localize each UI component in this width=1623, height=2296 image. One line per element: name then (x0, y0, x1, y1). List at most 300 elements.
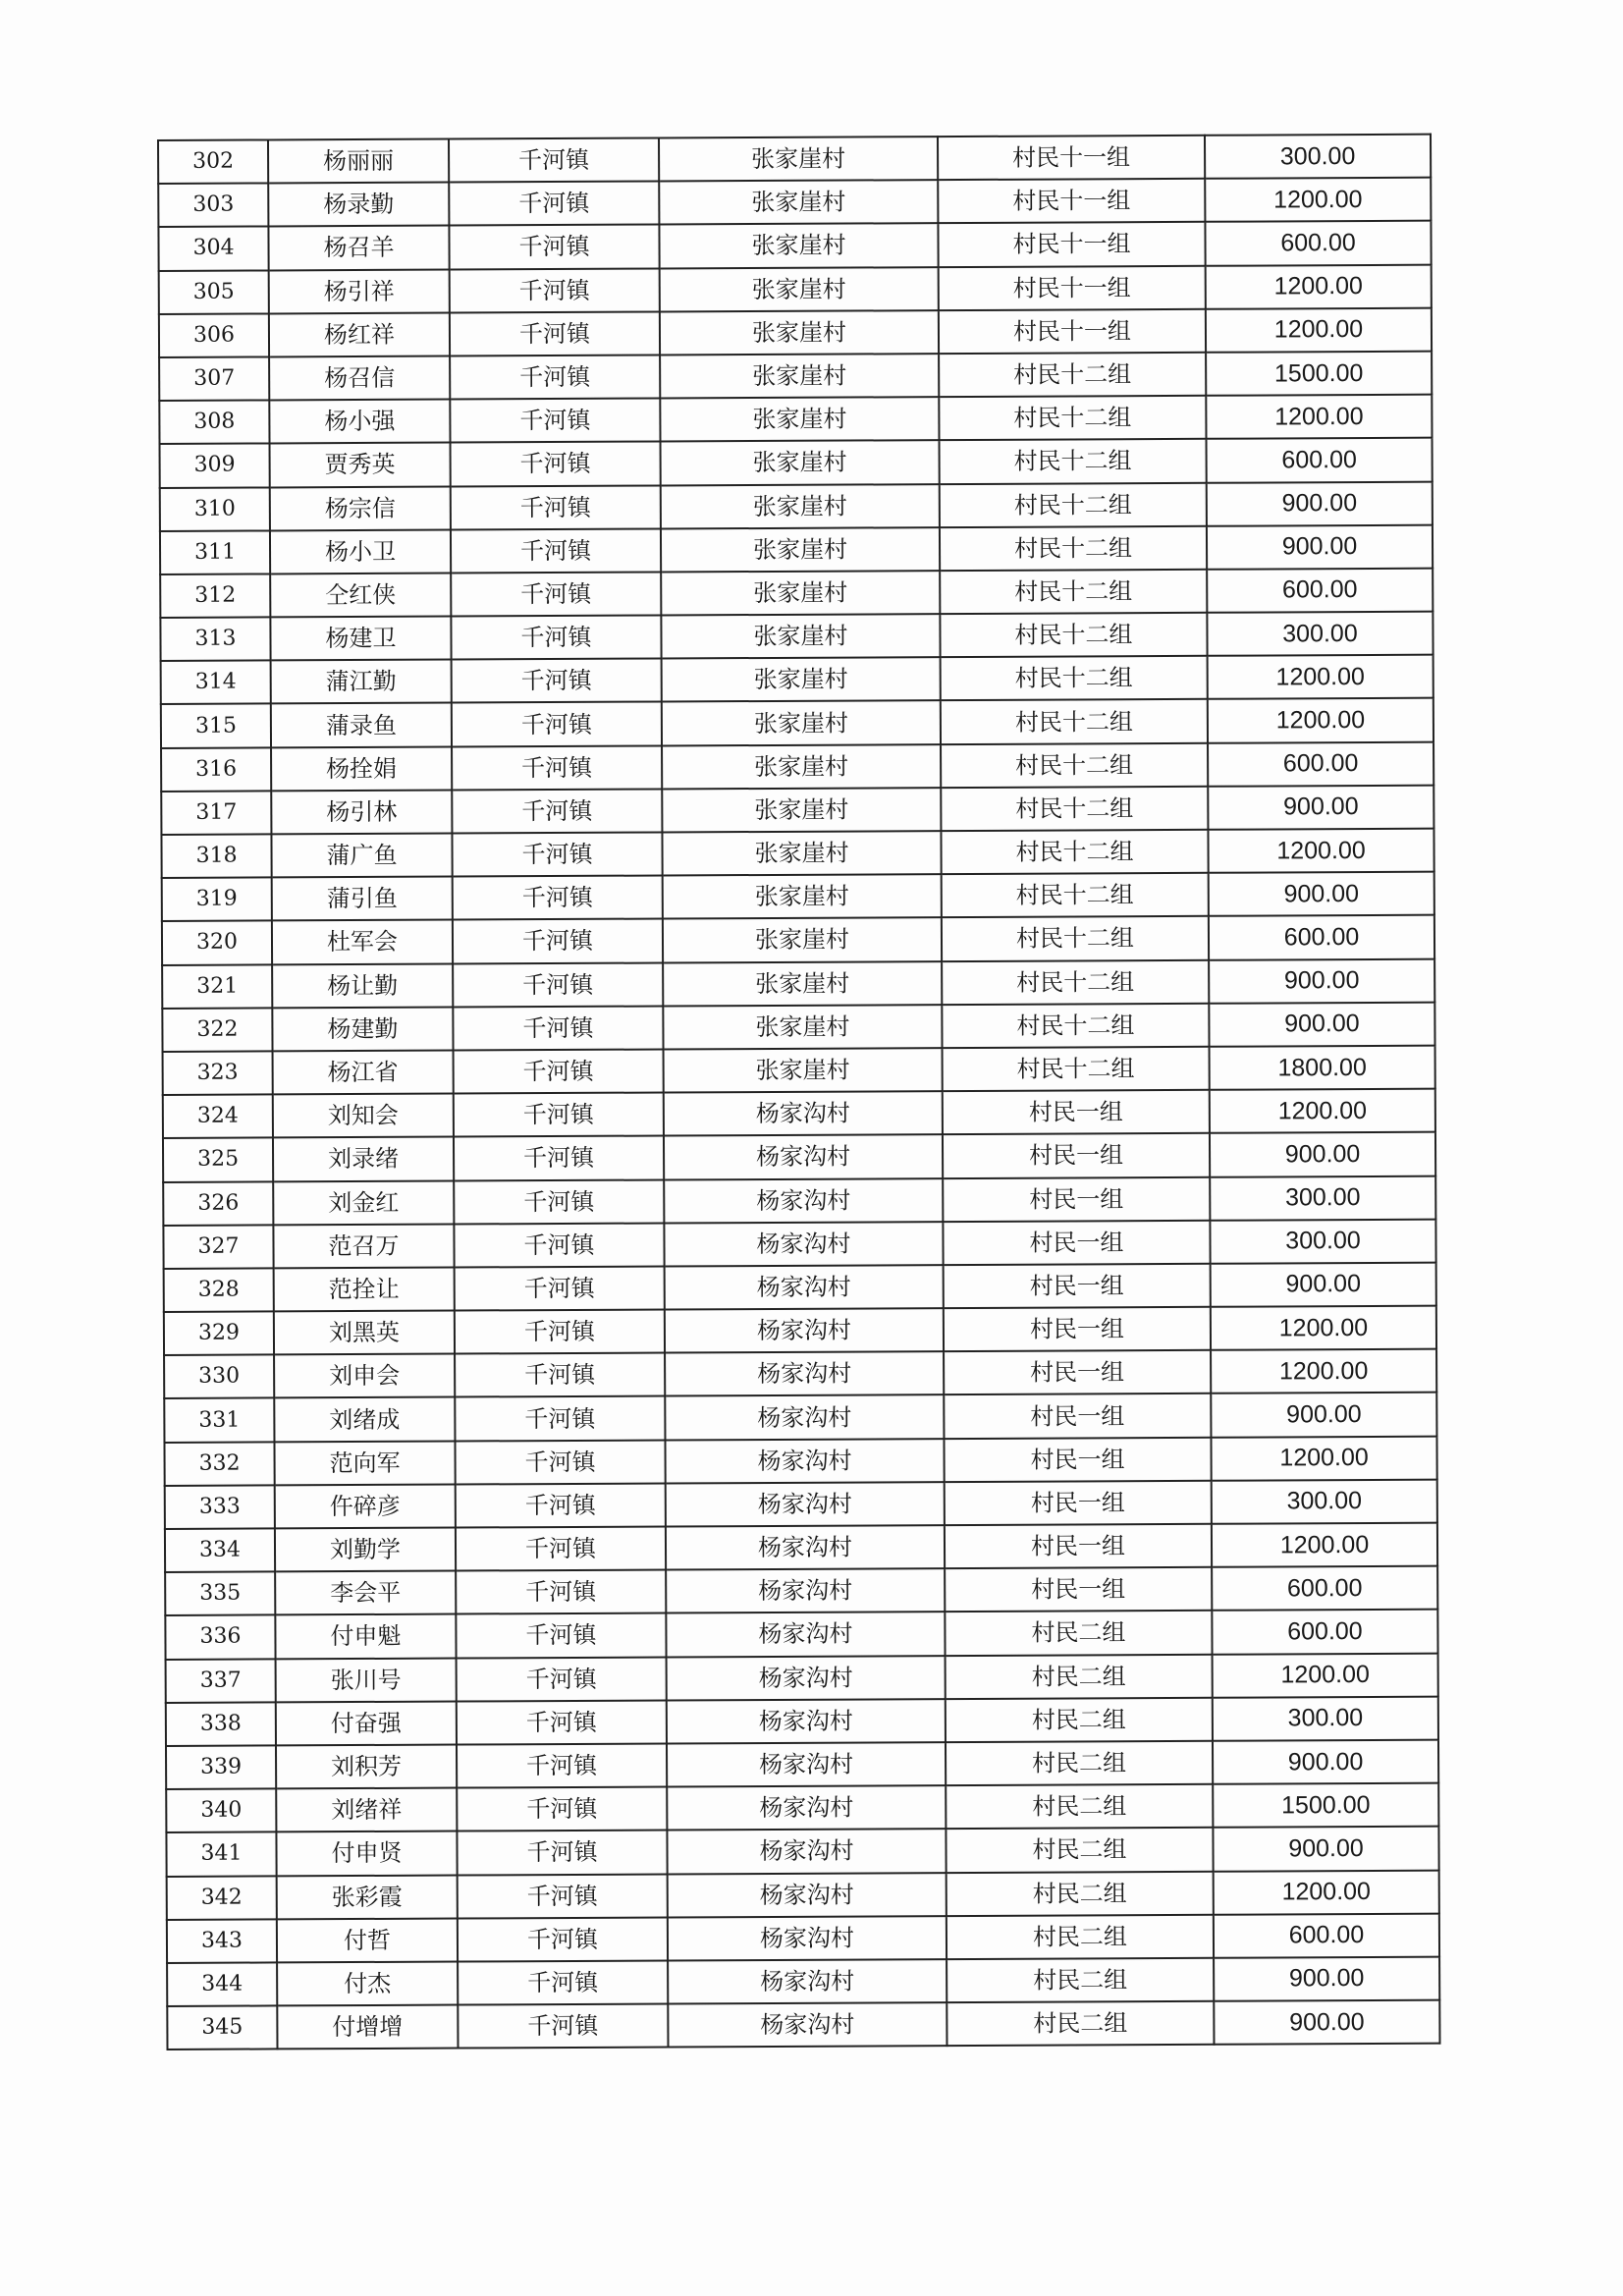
group-name-cell: 村民十二组 (942, 1004, 1209, 1049)
village-name-cell: 杨家沟村 (666, 1525, 945, 1570)
amount-value-cell: 900.00 (1209, 872, 1434, 916)
group-name-cell: 村民一组 (944, 1307, 1211, 1352)
table-row (167, 1913, 1439, 1963)
group-name-cell: 村民十二组 (941, 787, 1208, 832)
person-name-cell: 刘积芳 (276, 1744, 457, 1788)
village-name-cell: 杨家沟村 (665, 1439, 944, 1484)
amount-value-cell: 900.00 (1210, 1132, 1435, 1176)
amount-value-cell: 1200.00 (1212, 1523, 1437, 1567)
table-row (166, 1696, 1438, 1746)
group-name-cell: 村民十二组 (941, 742, 1208, 788)
village-name-cell: 杨家沟村 (667, 1656, 946, 1701)
town-name-cell: 千河镇 (453, 1006, 663, 1050)
group-name-cell: 村民一组 (943, 1176, 1210, 1222)
village-name-cell: 张家崖村 (662, 701, 941, 746)
group-name-cell: 村民二组 (947, 2001, 1214, 2047)
row-number-cell: 330 (164, 1355, 274, 1399)
person-name-cell: 蒲录鱼 (271, 703, 452, 747)
table-row (161, 741, 1434, 792)
person-name-cell: 范拴让 (274, 1267, 455, 1311)
group-name-cell: 村民十一组 (939, 309, 1206, 355)
person-name-cell: 杨小卫 (270, 529, 451, 574)
group-name-cell: 村民十二组 (940, 570, 1207, 615)
group-name-cell: 村民二组 (947, 1871, 1214, 1916)
person-name-cell: 仵碎彦 (275, 1484, 456, 1528)
group-name-cell: 村民二组 (947, 1958, 1214, 2003)
town-name-cell: 千河镇 (455, 1266, 665, 1310)
person-name-cell: 贾秀英 (270, 443, 451, 487)
table-row (160, 569, 1433, 619)
subsidy-table (157, 134, 1440, 2051)
row-number-cell: 329 (164, 1311, 274, 1355)
row-number-cell: 341 (166, 1832, 276, 1877)
group-name-cell: 村民一组 (944, 1437, 1211, 1482)
row-number-cell: 318 (161, 834, 271, 878)
amount-value-cell: 1200.00 (1206, 307, 1432, 352)
town-name-cell: 千河镇 (452, 832, 662, 876)
group-name-cell: 村民二组 (946, 1741, 1213, 1786)
table-row (161, 829, 1434, 879)
row-number-cell: 304 (158, 227, 268, 271)
table-row (167, 1870, 1439, 1920)
town-name-cell: 千河镇 (456, 1570, 666, 1614)
town-name-cell: 千河镇 (457, 1743, 667, 1787)
table-row (161, 698, 1434, 748)
town-name-cell: 千河镇 (449, 138, 659, 183)
person-name-cell: 付申贤 (276, 1831, 457, 1876)
group-name-cell: 村民十二组 (940, 482, 1207, 527)
row-number-cell: 322 (162, 1008, 272, 1052)
amount-value-cell: 1200.00 (1205, 178, 1431, 222)
town-name-cell: 千河镇 (454, 1049, 664, 1093)
village-name-cell: 杨家沟村 (664, 1178, 943, 1224)
group-name-cell: 村民十一组 (939, 265, 1206, 310)
person-name-cell: 杨建勤 (272, 1007, 453, 1051)
group-name-cell: 村民十二组 (942, 916, 1209, 961)
town-name-cell: 千河镇 (456, 1483, 666, 1527)
person-name-cell: 刘绪成 (274, 1397, 455, 1442)
group-name-cell: 村民一组 (945, 1524, 1212, 1569)
amount-value-cell: 1500.00 (1213, 1783, 1438, 1828)
person-name-cell: 付增增 (277, 2005, 458, 2050)
person-name-cell: 蒲广鱼 (271, 834, 452, 878)
town-name-cell: 千河镇 (450, 399, 660, 443)
amount-value-cell: 600.00 (1214, 1913, 1439, 1957)
table-row (161, 655, 1434, 705)
village-name-cell: 张家崖村 (661, 614, 940, 659)
amount-value-cell: 300.00 (1207, 612, 1433, 656)
village-name-cell: 杨家沟村 (664, 1222, 943, 1267)
table-row (163, 1175, 1435, 1226)
table-row (165, 1479, 1437, 1529)
town-name-cell: 千河镇 (449, 182, 659, 226)
row-number-cell: 314 (161, 661, 271, 705)
person-name-cell: 刘绪祥 (276, 1788, 457, 1832)
village-name-cell: 杨家沟村 (666, 1612, 945, 1657)
row-number-cell: 334 (165, 1528, 275, 1572)
row-number-cell: 308 (159, 401, 269, 445)
amount-value-cell: 1200.00 (1211, 1436, 1436, 1480)
row-number-cell: 339 (166, 1745, 276, 1789)
table-row (164, 1393, 1436, 1443)
village-name-cell: 张家崖村 (661, 527, 940, 573)
village-name-cell: 张家崖村 (663, 874, 942, 919)
row-number-cell: 325 (163, 1138, 273, 1182)
person-name-cell: 刘申会 (274, 1354, 455, 1398)
table-row (166, 1827, 1438, 1877)
person-name-cell: 付杰 (277, 1961, 458, 2005)
table-row (167, 1957, 1439, 2007)
town-name-cell: 千河镇 (455, 1396, 665, 1441)
group-name-cell: 村民一组 (943, 1220, 1210, 1265)
village-name-cell: 杨家沟村 (667, 1829, 946, 1874)
person-name-cell: 刘勤学 (275, 1528, 456, 1572)
amount-value-cell: 600.00 (1207, 569, 1433, 613)
person-name-cell: 杨引林 (271, 790, 452, 834)
amount-value-cell: 600.00 (1212, 1566, 1437, 1611)
group-name-cell: 村民十二组 (941, 830, 1208, 875)
person-name-cell: 杨江省 (273, 1050, 454, 1094)
amount-value-cell: 300.00 (1210, 1219, 1435, 1263)
table-row (160, 438, 1433, 488)
row-number-cell: 336 (165, 1615, 275, 1660)
table-row (163, 1089, 1435, 1139)
table-row (166, 1653, 1438, 1703)
amount-value-cell: 900.00 (1207, 481, 1433, 525)
group-name-cell: 村民十二组 (940, 439, 1207, 484)
amount-value-cell: 600.00 (1205, 221, 1431, 265)
town-name-cell: 千河镇 (451, 572, 661, 616)
person-name-cell: 杨丽丽 (268, 139, 449, 184)
town-name-cell: 千河镇 (457, 1657, 667, 1701)
row-number-cell: 337 (166, 1659, 276, 1703)
group-name-cell: 村民十二组 (941, 656, 1208, 701)
table-row (164, 1263, 1436, 1313)
row-number-cell: 317 (161, 791, 271, 835)
row-number-cell: 332 (164, 1442, 274, 1486)
table-row (158, 221, 1431, 271)
row-number-cell: 321 (162, 964, 272, 1009)
amount-value-cell: 900.00 (1209, 1002, 1434, 1046)
amount-value-cell: 900.00 (1211, 1393, 1436, 1437)
group-name-cell: 村民二组 (945, 1611, 1212, 1656)
group-name-cell: 村民一组 (944, 1350, 1211, 1395)
town-name-cell: 千河镇 (454, 1179, 664, 1224)
town-name-cell: 千河镇 (457, 1787, 667, 1831)
village-name-cell: 杨家沟村 (666, 1568, 945, 1613)
table-row (164, 1349, 1436, 1399)
town-name-cell: 千河镇 (455, 1310, 665, 1354)
amount-value-cell: 1200.00 (1211, 1349, 1436, 1394)
person-name-cell: 仝红侠 (270, 573, 451, 617)
row-number-cell: 342 (167, 1876, 277, 1920)
group-name-cell: 村民十二组 (940, 613, 1207, 658)
town-name-cell: 千河镇 (451, 616, 661, 660)
town-name-cell: 千河镇 (451, 485, 661, 529)
town-name-cell: 千河镇 (451, 442, 661, 486)
table-row (165, 1566, 1437, 1616)
row-number-cell: 328 (164, 1268, 274, 1312)
village-name-cell: 杨家沟村 (668, 2002, 947, 2048)
town-name-cell: 千河镇 (454, 1136, 664, 1180)
amount-value-cell: 1200.00 (1208, 829, 1434, 873)
person-name-cell: 蒲江勤 (271, 660, 452, 704)
village-name-cell: 杨家沟村 (665, 1265, 944, 1310)
village-name-cell: 张家崖村 (659, 137, 938, 182)
village-name-cell: 杨家沟村 (665, 1395, 944, 1441)
row-number-cell: 331 (164, 1398, 274, 1443)
group-name-cell: 村民十一组 (938, 136, 1205, 181)
group-name-cell: 村民二组 (946, 1828, 1213, 1873)
group-name-cell: 村民一组 (945, 1481, 1212, 1526)
table-row (158, 135, 1431, 185)
group-name-cell: 村民十一组 (938, 222, 1205, 267)
row-number-cell: 338 (166, 1702, 276, 1746)
town-name-cell: 千河镇 (451, 528, 661, 573)
amount-value-cell: 300.00 (1210, 1175, 1435, 1220)
amount-value-cell: 1800.00 (1210, 1046, 1435, 1090)
town-name-cell: 千河镇 (453, 876, 663, 920)
town-name-cell: 千河镇 (456, 1526, 666, 1570)
table-row (160, 612, 1433, 662)
row-number-cell: 313 (160, 618, 270, 662)
table-row (161, 785, 1434, 835)
village-name-cell: 杨家沟村 (666, 1482, 945, 1527)
row-number-cell: 316 (161, 747, 271, 792)
amount-value-cell: 900.00 (1213, 1827, 1438, 1871)
village-name-cell: 杨家沟村 (665, 1308, 944, 1353)
person-name-cell: 刘知会 (273, 1094, 454, 1138)
person-name-cell: 杨召信 (269, 355, 450, 400)
town-name-cell: 千河镇 (450, 311, 660, 355)
town-name-cell: 千河镇 (458, 1960, 668, 2004)
town-name-cell: 千河镇 (452, 702, 662, 746)
group-name-cell: 村民一组 (945, 1567, 1212, 1613)
amount-value-cell: 1200.00 (1210, 1089, 1435, 1133)
town-name-cell: 千河镇 (452, 745, 662, 790)
row-number-cell: 307 (159, 356, 269, 401)
group-name-cell: 村民十二组 (942, 959, 1209, 1005)
table-row (166, 1783, 1438, 1833)
amount-value-cell: 900.00 (1214, 1957, 1439, 2001)
group-name-cell: 村民十二组 (940, 525, 1207, 571)
row-number-cell: 343 (167, 1919, 277, 1963)
table-row (163, 1046, 1435, 1096)
village-name-cell: 杨家沟村 (665, 1351, 944, 1396)
town-name-cell: 千河镇 (450, 268, 660, 312)
amount-value-cell: 600.00 (1207, 438, 1433, 482)
village-name-cell: 张家崖村 (661, 571, 940, 616)
village-name-cell: 张家崖村 (661, 440, 940, 485)
group-name-cell: 村民十二组 (943, 1047, 1210, 1092)
village-name-cell: 杨家沟村 (667, 1699, 946, 1744)
group-name-cell: 村民一组 (944, 1394, 1211, 1439)
row-number-cell: 311 (160, 530, 270, 574)
village-name-cell: 张家崖村 (661, 484, 940, 529)
table-row (167, 2000, 1439, 2050)
group-name-cell: 村民二组 (947, 1914, 1214, 1959)
amount-value-cell: 900.00 (1214, 2000, 1439, 2045)
person-name-cell: 杜军会 (272, 920, 453, 964)
village-name-cell: 张家崖村 (659, 180, 938, 225)
village-name-cell: 张家崖村 (660, 397, 939, 442)
person-name-cell: 李会平 (275, 1571, 456, 1615)
person-name-cell: 杨让勤 (272, 963, 453, 1008)
person-name-cell: 张彩霞 (277, 1875, 458, 1919)
row-number-cell: 303 (158, 184, 268, 228)
table-row (163, 1132, 1435, 1182)
village-name-cell: 杨家沟村 (668, 1916, 947, 1961)
town-name-cell: 千河镇 (452, 789, 662, 833)
village-name-cell: 张家崖村 (663, 1005, 942, 1050)
town-name-cell: 千河镇 (454, 1223, 664, 1267)
group-name-cell: 村民一组 (943, 1133, 1210, 1178)
table-row (159, 264, 1432, 314)
town-name-cell: 千河镇 (453, 919, 663, 963)
village-name-cell: 张家崖村 (660, 310, 939, 355)
group-name-cell: 村民十二组 (939, 353, 1206, 398)
town-name-cell: 千河镇 (454, 1093, 664, 1137)
town-name-cell: 千河镇 (457, 1831, 667, 1875)
amount-value-cell: 600.00 (1209, 915, 1434, 959)
row-number-cell: 345 (167, 2005, 277, 2050)
amount-value-cell: 900.00 (1209, 958, 1434, 1003)
amount-value-cell: 900.00 (1208, 785, 1434, 829)
person-name-cell: 杨建卫 (270, 617, 451, 661)
table-row (162, 872, 1434, 922)
row-number-cell: 306 (159, 313, 269, 357)
amount-value-cell: 1200.00 (1211, 1306, 1436, 1350)
person-name-cell: 杨召羊 (268, 226, 449, 270)
village-name-cell: 张家崖村 (660, 354, 939, 399)
amount-value-cell: 1500.00 (1206, 352, 1432, 396)
group-name-cell: 村民一组 (944, 1264, 1211, 1309)
group-name-cell: 村民十二组 (942, 873, 1209, 918)
village-name-cell: 杨家沟村 (664, 1091, 943, 1136)
group-name-cell: 村民十一组 (938, 179, 1205, 224)
village-name-cell: 张家崖村 (662, 657, 941, 702)
table-row (166, 1740, 1438, 1790)
amount-value-cell: 1200.00 (1206, 264, 1432, 308)
person-name-cell: 蒲引鱼 (272, 877, 453, 921)
table-row (162, 1002, 1434, 1052)
town-name-cell: 千河镇 (458, 1917, 668, 1961)
row-number-cell: 309 (160, 444, 270, 488)
person-name-cell: 杨引祥 (269, 269, 450, 313)
village-name-cell: 张家崖村 (663, 961, 942, 1007)
village-name-cell: 杨家沟村 (667, 1785, 946, 1831)
amount-value-cell: 1200.00 (1206, 395, 1432, 439)
village-name-cell: 张家崖村 (662, 744, 941, 790)
town-name-cell: 千河镇 (457, 1700, 667, 1744)
table-row (160, 481, 1433, 531)
amount-value-cell: 1200.00 (1208, 698, 1434, 742)
table-row (159, 395, 1432, 445)
table-row (163, 1219, 1435, 1269)
group-name-cell: 村民二组 (946, 1654, 1213, 1699)
town-name-cell: 千河镇 (456, 1613, 666, 1658)
table-row (164, 1436, 1436, 1486)
person-name-cell: 杨拴娟 (271, 746, 452, 791)
row-number-cell: 344 (167, 1962, 277, 2006)
amount-value-cell: 900.00 (1211, 1263, 1436, 1307)
village-name-cell: 杨家沟村 (668, 1959, 947, 2004)
table-row (165, 1610, 1437, 1660)
row-number-cell: 305 (159, 270, 269, 314)
table-body (158, 135, 1439, 2050)
row-number-cell: 320 (162, 921, 272, 965)
town-name-cell: 千河镇 (455, 1440, 665, 1484)
person-name-cell: 杨小强 (269, 400, 450, 444)
village-name-cell: 张家崖村 (662, 831, 941, 876)
amount-value-cell: 900.00 (1213, 1740, 1438, 1784)
group-name-cell: 村民一组 (943, 1090, 1210, 1135)
amount-value-cell: 300.00 (1205, 135, 1431, 179)
village-name-cell: 张家崖村 (659, 223, 938, 268)
amount-value-cell: 900.00 (1207, 524, 1433, 569)
table-row (164, 1306, 1436, 1356)
person-name-cell: 杨录勤 (268, 183, 449, 227)
town-name-cell: 千河镇 (450, 355, 660, 399)
table-row (162, 915, 1434, 965)
row-number-cell: 319 (162, 878, 272, 922)
village-name-cell: 张家崖村 (662, 788, 941, 833)
row-number-cell: 323 (163, 1051, 273, 1095)
row-number-cell: 324 (163, 1095, 273, 1139)
person-name-cell: 付奋强 (276, 1701, 457, 1745)
village-name-cell: 张家崖村 (663, 917, 942, 962)
person-name-cell: 刘黑英 (274, 1311, 455, 1355)
person-name-cell: 付哲 (277, 1918, 458, 1962)
row-number-cell: 310 (160, 487, 270, 531)
row-number-cell: 333 (165, 1485, 275, 1529)
amount-value-cell: 600.00 (1208, 741, 1434, 786)
table-row (159, 307, 1432, 357)
table-row (159, 352, 1432, 402)
row-number-cell: 315 (161, 704, 271, 748)
amount-value-cell: 600.00 (1212, 1610, 1437, 1654)
person-name-cell: 杨红祥 (269, 312, 450, 356)
town-name-cell: 千河镇 (455, 1353, 665, 1397)
village-name-cell: 杨家沟村 (667, 1742, 946, 1787)
amount-value-cell: 1200.00 (1208, 655, 1434, 699)
group-name-cell: 村民十二组 (941, 699, 1208, 744)
row-number-cell: 340 (166, 1789, 276, 1833)
town-name-cell: 千河镇 (458, 2004, 668, 2049)
table-row (165, 1523, 1437, 1573)
person-name-cell: 刘金红 (273, 1180, 454, 1225)
village-name-cell: 杨家沟村 (668, 1873, 947, 1918)
row-number-cell: 335 (165, 1572, 275, 1616)
person-name-cell: 付申魁 (275, 1614, 456, 1659)
amount-value-cell: 1200.00 (1213, 1653, 1438, 1697)
group-name-cell: 村民十二组 (939, 396, 1206, 441)
row-number-cell: 327 (163, 1225, 273, 1269)
person-name-cell: 刘录绪 (273, 1137, 454, 1181)
person-name-cell: 范召万 (273, 1224, 454, 1268)
village-name-cell: 杨家沟村 (664, 1134, 943, 1179)
amount-value-cell: 300.00 (1213, 1696, 1438, 1740)
amount-value-cell: 300.00 (1212, 1479, 1437, 1523)
town-name-cell: 千河镇 (452, 659, 662, 703)
group-name-cell: 村民二组 (946, 1784, 1213, 1830)
table-row (160, 524, 1433, 574)
village-name-cell: 张家崖村 (664, 1048, 943, 1093)
row-number-cell: 326 (163, 1181, 273, 1226)
amount-value-cell: 1200.00 (1214, 1870, 1439, 1914)
person-name-cell: 张川号 (276, 1658, 457, 1702)
town-name-cell: 千河镇 (449, 225, 659, 269)
